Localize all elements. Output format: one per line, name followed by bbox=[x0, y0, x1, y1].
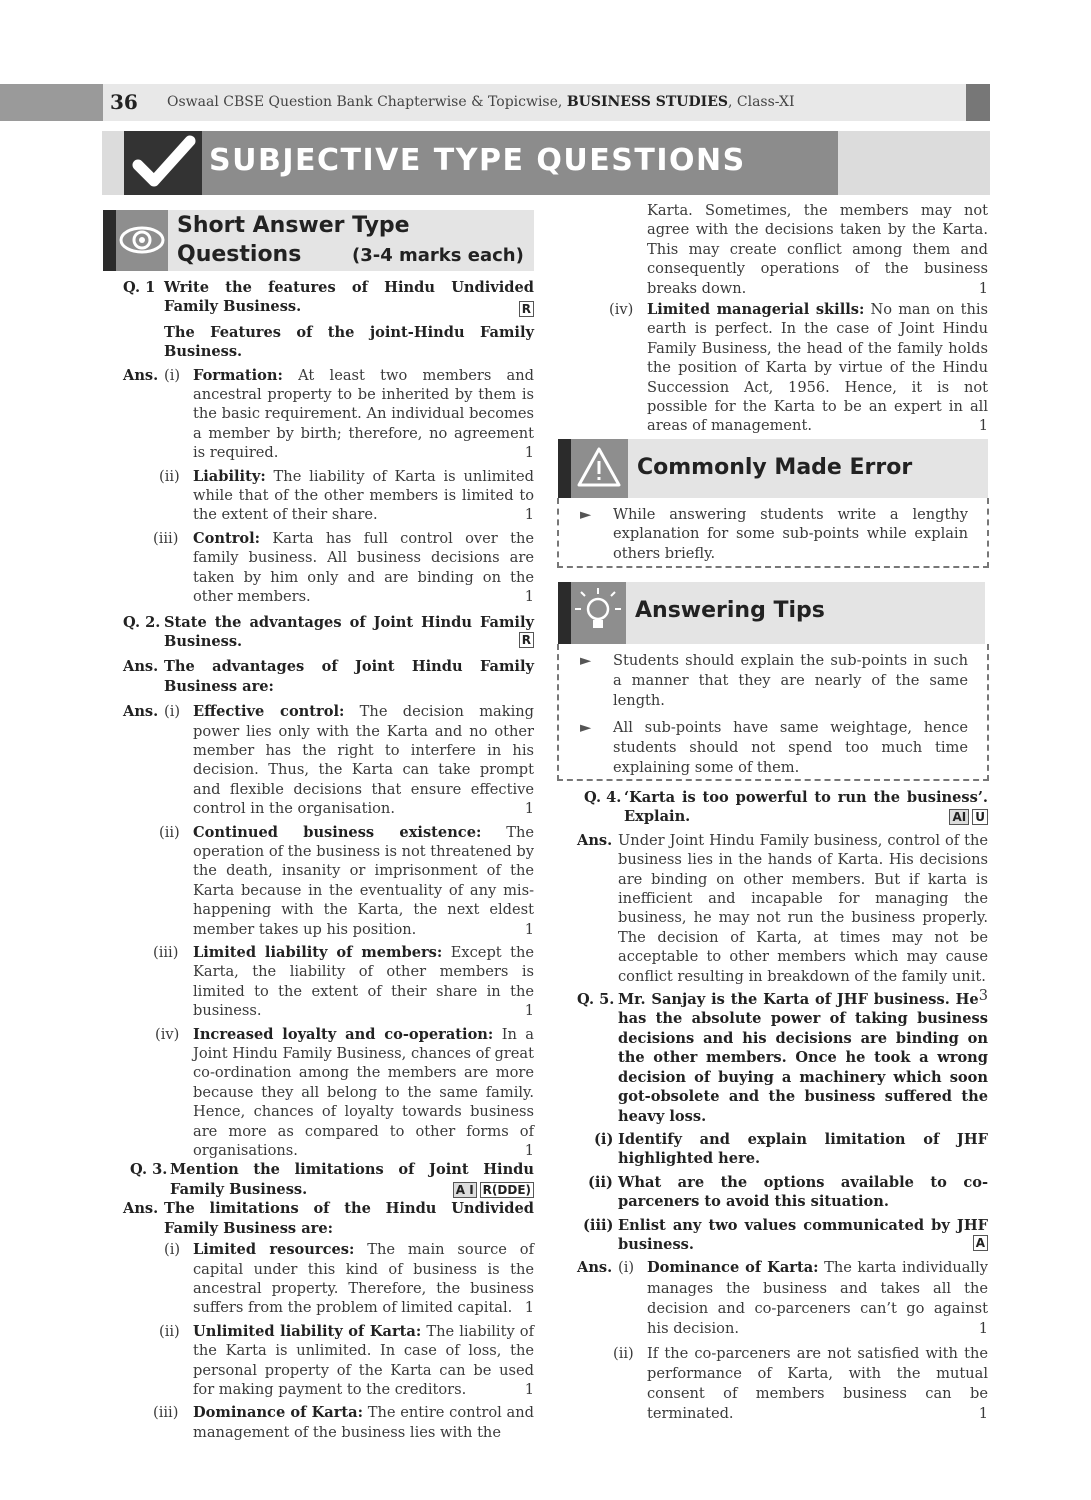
q5-answer-1: Ans. (i) Dominance of Karta: The karta individually manages the business and takes all the decision and co-parceners can’t go against his decision. 1 bbox=[577, 1259, 989, 1338]
page-number: 36 bbox=[110, 90, 138, 114]
q3-item-3: (iii) Dominance of Karta: The entire control and management of the business lies with the bbox=[153, 1404, 535, 1441]
q3-item-1: (i) Limited resources: The main source of capital under this kind of business is the ancestral property. Therefore, the business suffers from the problem of limited capital. 1 bbox=[164, 1241, 534, 1317]
tag-r: R bbox=[519, 632, 534, 648]
right-column-top bbox=[577, 201, 988, 436]
question-2: Q. 2. State the advantages of Joint Hindu Family Business. R bbox=[123, 613, 534, 650]
error-bullet: ► While answering students write a lengthy explanation for some sub-points while explain others briefly. bbox=[580, 506, 968, 562]
check-icon bbox=[124, 131, 202, 195]
tag-r-dde: R(DDE) bbox=[480, 1182, 534, 1198]
q1-item-2: (ii) Liability: The liability of Karta is unlimited while that of the other members is limited to the extent of their share. 1 bbox=[159, 467, 534, 524]
q5-sub-2: (ii) What are the options available to co-parceners to avoid this situation. bbox=[588, 1173, 988, 1211]
header-left-tab bbox=[0, 84, 103, 121]
q5-sub-1: (i) Identify and explain limitation of JHF highlighted here. bbox=[594, 1130, 988, 1168]
banner-title: SUBJECTIVE TYPE QUESTIONS bbox=[209, 143, 746, 178]
error-box-bar bbox=[558, 439, 571, 498]
q1-item-3: (iii) Control: Karta has full control over the family business. All business decisions are taken by him only and are binding on the other members. 1 bbox=[153, 529, 534, 606]
error-box-title: Commonly Made Error bbox=[637, 455, 913, 480]
q1-item-1: Ans. (i) Formation: At least two members and ancestral property to be inherited by them is the basic requirement. An individual becomes a member by birth; therefore, no agreement is required. 1 bbox=[123, 366, 534, 462]
short-answer-title-1: Short Answer Type bbox=[177, 213, 410, 238]
tips-box-bullets bbox=[558, 651, 968, 778]
tag-u: U bbox=[972, 809, 988, 825]
question-1: Q. 1 Write the features of Hindu Undivided Family Business. R bbox=[123, 279, 534, 317]
q2-item-1: Ans. (i) Effective control: The decision making power lies only with the Karta and no other member has the right to interfere in his decision. Thus, the Karta can take prompt and flexible decisions that ensure effective control in the organisation. 1 bbox=[123, 703, 534, 818]
q2-item-4: (iv) Increased loyalty and co-operation: In a Joint Hindu Family Business, chances of great co-ordination among the members are more because they all belong to the same family. Hence, chances of loyalty towards business are more as compared to other forms of organisations. 1 bbox=[155, 1025, 534, 1160]
q3-item-3-continued: Karta. Sometimes, the members may not agree with the decisions taken by the Karta. This may create conflict among them and consequently operations of the business breaks down. 1 bbox=[647, 202, 988, 297]
q2-item-3: (iii) Limited liability of members: Except the Karta, the liability of other members is limited to the extent of their share in the business. 1 bbox=[153, 944, 535, 1020]
tips-bullet: ► All sub-points have same weightage, hence students should not spend too much time explaining some of them. bbox=[580, 718, 968, 777]
eye-icon bbox=[116, 210, 168, 271]
tag-r: R bbox=[519, 301, 534, 317]
warning-icon bbox=[571, 439, 628, 498]
tips-bullet: ► Students should explain the sub-points in such a manner that they are nearly of the same length. bbox=[580, 652, 968, 710]
tag-a: A bbox=[973, 1235, 988, 1251]
tips-box-title: Answering Tips bbox=[635, 598, 825, 623]
tag-ai: A I bbox=[453, 1182, 477, 1198]
q5-sub-3: (iii) Enlist any two values communicated by JHF business. A bbox=[583, 1216, 988, 1253]
tag-ai: AI bbox=[949, 809, 969, 825]
short-answer-title-2: Questions bbox=[177, 242, 302, 267]
question-4: Q. 4. ‘Karta is too powerful to run the business’. Explain. AI U bbox=[584, 789, 988, 826]
q5-answer-2: (ii) If the co-parceners are not satisfied with the performance of Karta, with the mutual consent of members business can be terminated. 1 bbox=[613, 1344, 988, 1423]
question-3: Q. 3. Mention the limitations of Joint Hindu Family Business. A I R(DDE) bbox=[130, 1161, 534, 1198]
book-title: Oswaal CBSE Question Bank Chapterwise & Topicwise, BUSINESS STUDIES, Class-XI bbox=[167, 94, 795, 110]
q1-intro: The Features of the joint-Hindu Family Business. bbox=[164, 323, 534, 361]
q3-intro: Ans. The limitations of the Hindu Undivided Family Business are: bbox=[123, 1200, 534, 1237]
q2-intro: Ans. The advantages of Joint Hindu Family Business are: bbox=[123, 658, 534, 695]
tips-box-bar bbox=[558, 582, 571, 644]
error-box-bullets bbox=[558, 505, 968, 563]
lightbulb-icon bbox=[571, 582, 626, 644]
q4-answer: Ans. Under Joint Hindu Family business, control of the business lies in the hands of Karta. His decisions are binding on other members. But if karta is inefficient and incapable for managing the business, he may not run the business properly. The decision of Karta, at times may not be acceptable to other members which may cause conflict resulting in breakdown of the family unit. 3 bbox=[577, 831, 988, 1005]
left-column bbox=[123, 278, 534, 1442]
q2-item-2: (ii) Continued business existence: The operation of the business is not threatened by the death, insanity or imprisonment of the Karta because in the eventuality of any mis-happening with the Karta, the next eldest member takes up his position. 1 bbox=[159, 823, 534, 938]
right-column-bottom bbox=[577, 788, 988, 1425]
header-right-tab bbox=[966, 84, 990, 121]
short-answer-marks: (3-4 marks each) bbox=[352, 245, 524, 266]
short-answer-bar bbox=[103, 210, 116, 271]
q3-item-2: (ii) Unlimited liability of Karta: The liability of the Karta is unlimited. In case of loss, the personal property of the Karta can be used for making payment to the creditors. 1 bbox=[159, 1322, 534, 1398]
question-5: Q. 5. Mr. Sanjay is the Karta of JHF business. He has the absolute power of taking business decisions and his decisions are binding on the other members. Once he took a wrong decision of buying a machinery which soon got-obsolete and the business suffered the heavy loss. bbox=[577, 991, 988, 1125]
q3-item-4: (iv) Limited managerial skills: No man on this earth is perfect. In the case of Joint Hindu Family Business, the head of the family holds the position of Karta by virtue of the Hindu Succession Act, 1956. Hence, it is not possible for the Karta to be an expert in all areas of management. 1 bbox=[609, 301, 988, 435]
